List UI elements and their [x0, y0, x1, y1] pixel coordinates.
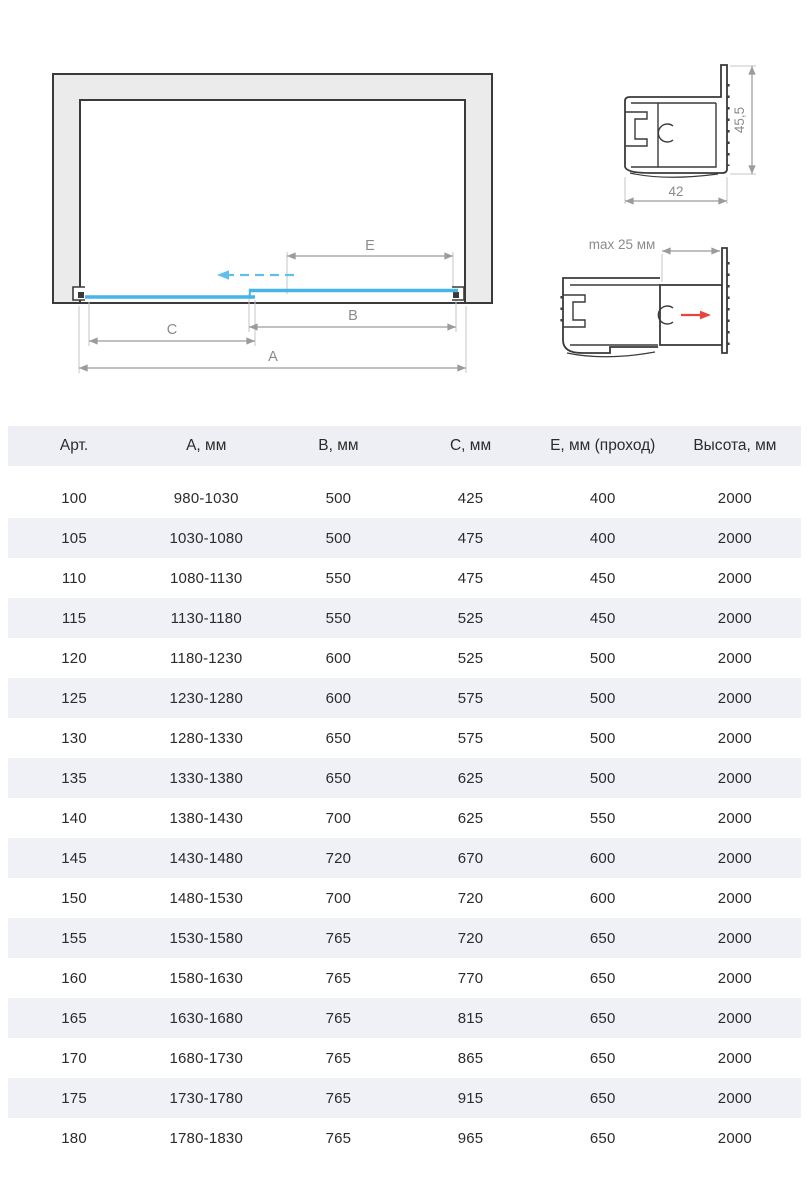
table-cell: 1480-1530 [169, 889, 243, 907]
enclosure-top-view [53, 74, 492, 373]
table-cell: 650 [589, 969, 616, 987]
table-cell: 650 [325, 729, 352, 747]
table-cell: 550 [589, 809, 616, 827]
table-row [8, 678, 801, 718]
table-cell: 525 [457, 649, 484, 667]
table-row [8, 478, 801, 518]
table-cell: 180 [61, 1129, 87, 1147]
table-cell: 135 [8, 758, 140, 798]
profile-flange [722, 248, 727, 353]
table-cell: 670 [404, 838, 536, 878]
profile-width-label: 42 [668, 184, 684, 199]
table-cell: 550 [325, 569, 352, 587]
table-cell: 2000 [717, 1049, 752, 1067]
table-cell: 1630-1680 [140, 998, 272, 1038]
table-cell: 2000 [669, 598, 801, 638]
table-cell: 770 [457, 969, 484, 987]
table-row [8, 878, 801, 918]
table-cell: 125 [8, 678, 140, 718]
table-cell: 2000 [717, 1129, 752, 1147]
table-cell: 650 [589, 1049, 616, 1067]
table-cell: 600 [325, 649, 352, 667]
table-row [8, 998, 801, 1038]
table-cell: 1780-1830 [169, 1129, 243, 1147]
table-cell: 475 [457, 569, 484, 587]
column-header: Высота, мм [669, 426, 801, 466]
table-cell: 500 [272, 518, 404, 558]
table-cell: 165 [8, 998, 140, 1038]
table-cell: 450 [537, 598, 669, 638]
table-cell: 600 [272, 678, 404, 718]
table-row [8, 558, 801, 598]
table-cell: 160 [61, 969, 87, 987]
table-cell: 1130-1180 [140, 598, 272, 638]
table-cell: 170 [61, 1049, 87, 1067]
spec-table [8, 426, 801, 1158]
table-cell: 765 [325, 1049, 352, 1067]
table-cell: 765 [272, 1078, 404, 1118]
table-cell: 965 [457, 1129, 484, 1147]
table-row [8, 518, 801, 558]
table-cell: 2000 [717, 729, 752, 747]
table-cell: 2000 [669, 758, 801, 798]
table-cell: 400 [537, 518, 669, 558]
table-cell: 2000 [717, 889, 752, 907]
table-cell: 700 [325, 809, 352, 827]
table-cell: 425 [457, 489, 484, 507]
wall-profile-left-icon [73, 287, 85, 300]
table-cell: 865 [457, 1049, 484, 1067]
column-header: С, мм [404, 426, 536, 466]
table-row [8, 1118, 801, 1158]
table-cell: 155 [8, 918, 140, 958]
table-row [8, 758, 801, 798]
column-header: В, мм [272, 426, 404, 466]
table-row [8, 1038, 801, 1078]
table-cell: 2000 [669, 518, 801, 558]
table-cell: 700 [325, 889, 352, 907]
table-cell: 1180-1230 [170, 649, 243, 667]
table-cell: 625 [457, 809, 484, 827]
table-cell: 150 [61, 889, 87, 907]
table-row [8, 798, 801, 838]
table-cell: 625 [404, 758, 536, 798]
table-cell: 500 [537, 678, 669, 718]
table-cell: 765 [272, 918, 404, 958]
table-cell: 2000 [717, 569, 752, 587]
table-cell: 525 [404, 598, 536, 638]
table-cell: 1430-1480 [140, 838, 272, 878]
table-cell: 720 [457, 889, 484, 907]
dim-label-a: A [268, 349, 278, 365]
table-cell: 1680-1730 [169, 1049, 243, 1067]
table-cell: 2000 [717, 969, 752, 987]
table-cell: 1330-1380 [140, 758, 272, 798]
table-row [8, 638, 801, 678]
table-cell: 2000 [669, 998, 801, 1038]
profile-cross-section-drawing [625, 65, 756, 204]
table-cell: 1530-1580 [140, 918, 272, 958]
table-cell: 100 [61, 489, 87, 507]
table-cell: 1080-1130 [170, 569, 243, 587]
table-cell: 765 [272, 998, 404, 1038]
profile-height-label: 45,5 [732, 106, 747, 134]
table-cell: 575 [457, 729, 484, 747]
table-cell: 450 [589, 569, 616, 587]
technical-drawings [0, 0, 809, 426]
table-cell: 550 [272, 598, 404, 638]
wall-profile-body [563, 278, 660, 353]
table-cell: 145 [8, 838, 140, 878]
table-cell: 575 [404, 678, 536, 718]
table-row [8, 958, 801, 998]
table-cell: 1230-1280 [140, 678, 272, 718]
header-gap [8, 466, 801, 478]
table-cell: 2000 [669, 918, 801, 958]
table-row [8, 598, 801, 638]
table-cell: 765 [325, 1129, 352, 1147]
table-cell: 600 [537, 838, 669, 878]
table-cell: 915 [404, 1078, 536, 1118]
header-row [8, 426, 801, 466]
column-header: Арт. [8, 426, 140, 466]
table-cell: 600 [589, 889, 616, 907]
dim-label-e: E [365, 238, 375, 254]
table-cell: 650 [537, 918, 669, 958]
table-cell: 140 [61, 809, 87, 827]
table-cell: 475 [404, 518, 536, 558]
table-cell: 1580-1630 [169, 969, 243, 987]
table-cell: 2000 [669, 678, 801, 718]
table-cell: 2000 [717, 489, 752, 507]
column-header: А, мм [140, 426, 272, 466]
table-cell: 650 [537, 998, 669, 1038]
table-cell: 720 [272, 838, 404, 878]
table-cell: 500 [325, 489, 352, 507]
table-cell: 1030-1080 [140, 518, 272, 558]
table-cell: 980-1030 [173, 489, 239, 507]
table-cell: 765 [325, 969, 352, 987]
table-cell: 650 [272, 758, 404, 798]
spec-table-header [8, 426, 801, 466]
table-cell: 720 [404, 918, 536, 958]
table-cell: 500 [589, 729, 616, 747]
niche-opening [80, 100, 465, 303]
drawings-svg [0, 0, 809, 426]
table-cell: 1380-1430 [169, 809, 243, 827]
table-cell: 1280-1330 [169, 729, 243, 747]
table-row [8, 1078, 801, 1118]
table-cell: 500 [589, 649, 616, 667]
table-cell: 175 [8, 1078, 140, 1118]
table-cell: 2000 [669, 838, 801, 878]
table-cell: 115 [8, 598, 140, 638]
table-row [8, 838, 801, 878]
table-cell: 2000 [669, 1078, 801, 1118]
profile-adjustment-drawing [561, 237, 728, 357]
table-cell: 650 [537, 1078, 669, 1118]
adjustment-label: max 25 мм [588, 237, 656, 252]
table-cell: 1730-1780 [140, 1078, 272, 1118]
table-row [8, 718, 801, 758]
specification-section [8, 426, 801, 1158]
table-cell: 815 [404, 998, 536, 1038]
table-cell: 500 [537, 758, 669, 798]
table-cell: 650 [589, 1129, 616, 1147]
table-cell: 2000 [717, 649, 752, 667]
dim-label-b: B [348, 308, 358, 324]
table-cell: 400 [589, 489, 616, 507]
table-cell: 130 [61, 729, 87, 747]
table-cell: 110 [61, 569, 87, 587]
dim-label-c: C [166, 322, 178, 338]
table-cell: 105 [8, 518, 140, 558]
table-row [8, 918, 801, 958]
column-header: Е, мм (проход) [537, 426, 669, 466]
table-cell: 120 [61, 649, 87, 667]
table-cell: 2000 [717, 809, 752, 827]
spec-table-body [8, 466, 801, 1158]
